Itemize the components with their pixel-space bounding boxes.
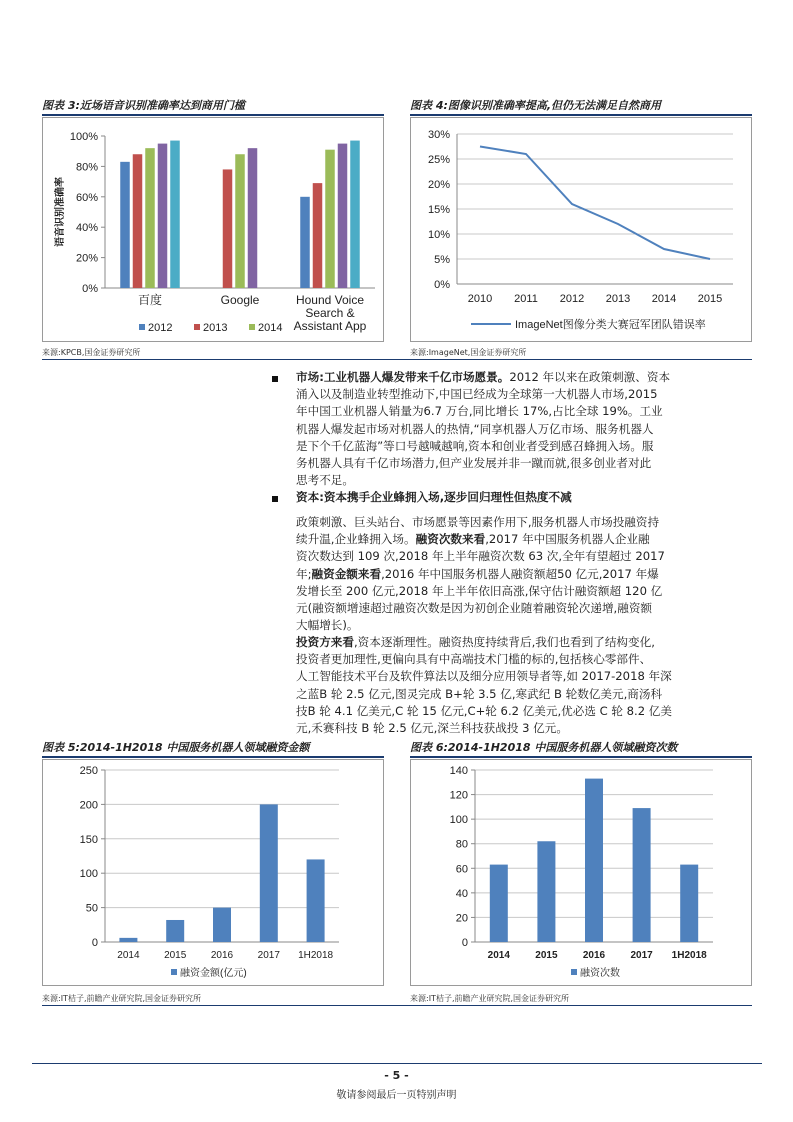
bar-2013-0 xyxy=(133,154,143,288)
figure-6-chart xyxy=(410,759,752,986)
x-tick-label: 1H2018 xyxy=(671,950,707,961)
figure-separator xyxy=(42,359,752,360)
x-tick-label: 2016 xyxy=(582,950,606,961)
market-line-3: 年中国工业机器人销量为6.7 万台,同比增长 17%,占比全球 19%。工业 xyxy=(296,404,663,419)
disclaimer: 敬请参阅最后一页特别声明 xyxy=(336,1090,457,1101)
series-line xyxy=(480,147,710,260)
y-tick-label: 20% xyxy=(427,179,450,191)
capital-line-2c: ,2017 年中国服务机器人企业融 xyxy=(485,532,650,547)
market-heading: 市场:工业机器人爆发带来千亿市场愿景。 xyxy=(296,370,510,384)
bar-融资次数-0 xyxy=(490,865,508,942)
investor-line-4: 之蓝B 轮 2.5 亿元,图灵完成 B+轮 3.5 亿,寒武纪 B 轮数亿美元,商汤科 xyxy=(296,686,663,701)
legend-swatch xyxy=(571,969,577,975)
bar-2015-1 xyxy=(248,148,258,288)
x-tick-label: 2014 xyxy=(651,293,677,305)
capital-line-4a: 年; xyxy=(296,566,312,581)
investor-line-6: 元,禾赛科技 B 轮 2.5 亿元,深兰科技获战投 3 亿元。 xyxy=(296,721,568,736)
bar-融资次数-4 xyxy=(680,865,698,942)
y-tick-label: 20% xyxy=(75,252,98,265)
bar-2014-0 xyxy=(145,148,155,288)
bar-2012-0 xyxy=(120,162,130,288)
y-tick-label: 0% xyxy=(82,283,98,295)
page-number: - 5 - xyxy=(384,1069,409,1082)
y-tick-label: 100 xyxy=(79,868,98,881)
market-paragraph xyxy=(296,369,756,489)
figure-4-title: 图表 4:图像识别准确率提高,但仍无法满足自然商用 xyxy=(410,98,752,116)
capital-line-7: 大幅增长)。 xyxy=(296,618,359,633)
x-tick-label: 2012 xyxy=(559,293,585,305)
legend-label: 融资金额(亿元) xyxy=(180,968,247,979)
y-tick-label: 30% xyxy=(427,129,450,141)
x-tick-label: Search & xyxy=(305,306,355,320)
figure-4-chart xyxy=(410,117,752,342)
figure-6-source: 来源:IT桔子,前瞻产业研究院,国金证券研究所 xyxy=(410,994,570,1003)
capital-paragraph xyxy=(296,514,756,634)
bar-融资金额(亿元)-1 xyxy=(166,920,184,942)
market-line-2: 涌入以及制造业转型推动下,中国已经成为全球第一大机器人市场,2015 xyxy=(296,387,658,402)
investor-line-5: 技B 轮 4.1 亿美元,C 轮 15 亿元,C+轮 6.2 亿美元,优必选 C 轮 8.2 亿美 xyxy=(296,703,672,718)
market-line-4: 机器人爆发起市场对机器人的热情,“同享机器人万亿市场、服务机器人 xyxy=(296,421,654,436)
y-axis-label: 语音识别准确率 xyxy=(55,177,66,247)
legend-label-2014: 2014 xyxy=(258,322,283,334)
y-tick-label: 10% xyxy=(427,229,450,241)
figure-6-title: 图表 6:2014-1H2018 中国服务机器人领域融资次数 xyxy=(410,740,752,758)
x-tick-label: 2017 xyxy=(257,950,280,961)
legend-label-2012: 2012 xyxy=(148,322,173,334)
y-tick-label: 25% xyxy=(427,154,450,166)
x-tick-label: Hound Voice xyxy=(295,293,365,307)
figure-3-title: 图表 3:近场语音识别准确率达到商用门槛 xyxy=(42,98,384,116)
y-tick-label: 0 xyxy=(91,937,98,949)
y-tick-label: 15% xyxy=(427,204,450,216)
capital-line-4b: 融资金额来看 xyxy=(311,566,382,581)
bar-2015-2 xyxy=(338,144,348,288)
x-tick-label: Assistant App xyxy=(293,319,367,333)
y-tick-label: 60 xyxy=(455,863,468,876)
y-tick-label: 50 xyxy=(85,902,98,915)
legend-swatch-2012 xyxy=(139,324,145,330)
bar-融资次数-3 xyxy=(633,808,651,942)
market-line-1: 2012 年以来在政策刺激、资本 xyxy=(509,370,671,384)
legend-label: 融资次数 xyxy=(580,968,620,979)
legend-swatch xyxy=(171,969,177,975)
capital-line-2a: 续升温,企业蜂拥入场。 xyxy=(296,532,416,547)
y-tick-label: 100 xyxy=(449,814,468,827)
y-tick-label: 60% xyxy=(75,191,98,204)
capital-line-3: 资次数达到 109 次,2018 年上半年融资次数 63 次,全年有望超过 2017 xyxy=(296,549,665,564)
y-tick-label: 250 xyxy=(79,765,98,777)
figure-separator-bottom xyxy=(42,1005,752,1006)
figure-3-source: 来源:KPCB,国金证券研究所 xyxy=(42,348,141,357)
market-line-5: 是下个千亿蓝海”等口号越喊越响,资本和创业者受到感召蜂拥入场。服 xyxy=(296,438,654,453)
figure-5-title: 图表 5:2014-1H2018 中国服务机器人领域融资金额 xyxy=(42,740,384,758)
market-line-6: 务机器人具有千亿市场潜力,但产业发展并非一蹴而就,很多创业者对此 xyxy=(296,456,652,471)
investor-paragraph xyxy=(296,634,756,737)
legend-swatch-2014 xyxy=(249,324,255,330)
figure-4-source: 来源:ImageNet,国金证券研究所 xyxy=(410,348,527,357)
x-tick-label: 2011 xyxy=(514,293,538,305)
x-tick-label: 2013 xyxy=(605,293,631,305)
x-tick-label: 1H2018 xyxy=(298,950,334,961)
capital-line-1: 政策刺激、巨头站台、市场愿景等因素作用下,服务机器人市场投融资持 xyxy=(296,515,660,529)
x-tick-label: 2015 xyxy=(535,950,558,961)
y-tick-label: 5% xyxy=(434,254,450,266)
market-line-7: 思考不足。 xyxy=(296,473,354,488)
y-tick-label: 40 xyxy=(455,887,468,900)
y-tick-label: 100% xyxy=(69,131,98,143)
bar-融资金额(亿元)-3 xyxy=(260,804,278,942)
x-tick-label: 2015 xyxy=(164,950,187,961)
y-tick-label: 0 xyxy=(461,937,468,949)
bullet-capital xyxy=(272,496,278,502)
footer-rule xyxy=(32,1063,762,1064)
capital-line-6: 元(融资额增速超过融资次数是因为初创企业随着融资轮次递增,融资额 xyxy=(296,601,653,616)
investor-line-1a: 投资方来看 xyxy=(296,635,354,649)
y-tick-label: 0% xyxy=(434,279,450,291)
bar-融资次数-1 xyxy=(537,841,555,942)
bar-2013-1 xyxy=(223,169,233,288)
y-tick-label: 80 xyxy=(455,838,468,851)
figure-5-chart xyxy=(42,759,384,986)
x-tick-label: Google xyxy=(220,293,260,307)
bar-2014-1 xyxy=(235,154,245,288)
x-tick-label: 2016 xyxy=(210,950,234,961)
bar-2015-0 xyxy=(158,144,168,288)
bar-2016-2 xyxy=(350,141,360,288)
investor-line-3: 人工智能技术平台及软件算法以及细分应用领导者等,如 2017-2018 年深 xyxy=(296,669,672,684)
y-tick-label: 200 xyxy=(79,799,98,812)
x-tick-label: 2014 xyxy=(117,950,140,961)
capital-line-4c: ,2016 年中国服务机器人融资额超50 亿元,2017 年爆 xyxy=(381,566,659,581)
y-tick-label: 140 xyxy=(449,765,468,777)
x-tick-label: 百度 xyxy=(137,293,163,307)
bar-融资次数-2 xyxy=(585,779,603,942)
figure-3-chart xyxy=(42,117,384,342)
capital-heading: 资本:资本携手企业蜂拥入场,逐步回归理性但热度不减 xyxy=(296,490,572,504)
y-tick-label: 150 xyxy=(79,833,98,846)
y-tick-label: 80% xyxy=(75,161,98,174)
bullet-market xyxy=(272,376,278,382)
bar-融资金额(亿元)-2 xyxy=(213,908,231,942)
investor-line-1b: ,资本逐渐理性。融资热度持续背后,我们也看到了结构变化, xyxy=(353,635,655,649)
bar-2013-2 xyxy=(313,183,323,288)
y-tick-label: 20 xyxy=(455,912,468,925)
x-tick-label: 2014 xyxy=(487,950,510,961)
bar-融资金额(亿元)-4 xyxy=(307,859,325,942)
bar-2016-0 xyxy=(170,141,180,288)
bar-2014-2 xyxy=(325,150,335,288)
legend-swatch-2013 xyxy=(194,324,200,330)
bar-2012-2 xyxy=(300,197,310,288)
bar-融资金额(亿元)-0 xyxy=(119,938,137,942)
x-tick-label: 2015 xyxy=(697,293,723,305)
legend-label-2013: 2013 xyxy=(203,322,228,334)
y-tick-label: 40% xyxy=(75,222,98,235)
legend-label: ImageNet图像分类大赛冠军团队错误率 xyxy=(515,319,706,331)
x-tick-label: 2010 xyxy=(467,293,493,305)
investor-line-2: 投资者更加理性,更偏向具有中高端技术门槛的标的,包括核心零部件、 xyxy=(296,652,652,667)
y-tick-label: 120 xyxy=(449,789,468,802)
figure-5-source: 来源:IT桔子,前瞻产业研究院,国金证券研究所 xyxy=(42,994,202,1003)
x-tick-label: 2017 xyxy=(630,950,653,961)
capital-line-5: 发增长至 200 亿元,2018 年上半年依旧高涨,保守估计融资额超 120 亿 xyxy=(296,583,663,598)
capital-line-2b: 融资次数来看 xyxy=(415,532,486,547)
